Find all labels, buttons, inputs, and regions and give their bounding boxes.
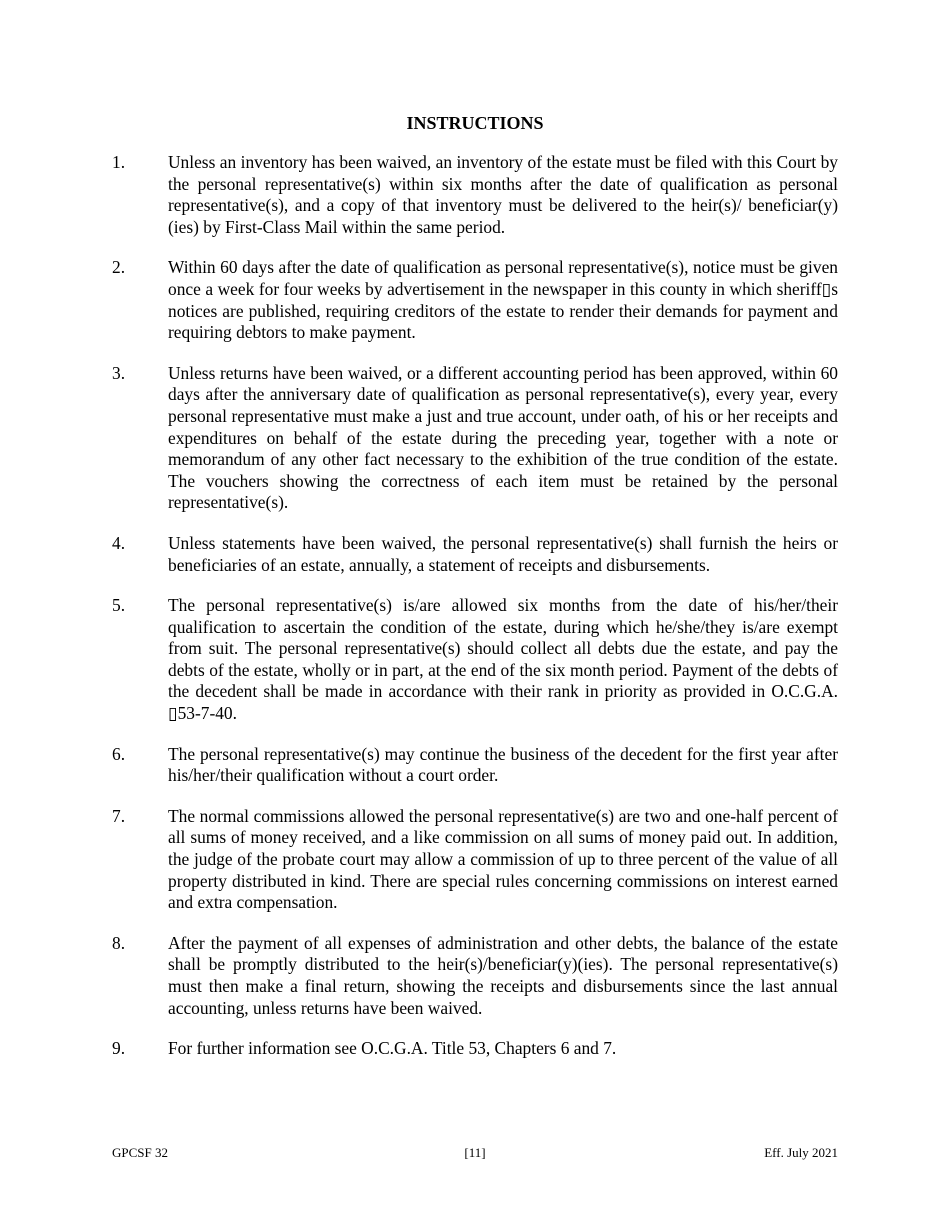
item-text: After the payment of all expenses of administration and other debts, the balance of the estate shall be promptly distributed to the heir(s)/beneficiar(y)(ies). The personal representative(s) must then make a final return, showing the receipts and disbursements since the last annual accounting, unless returns have been waived. <box>168 932 838 1018</box>
item-text: Within 60 days after the date of qualification as personal representative(s), notice must be given once a week for four weeks by advertisement in the newspaper in this county in which sheriff▯s notices are published, requiring creditors of the estate to render their demands for payment and requiring debtors to make payment. <box>168 257 838 343</box>
list-item <box>112 152 838 238</box>
item-text: The normal commissions allowed the personal representative(s) are two and one-half percent of all sums of money received, and a like commission on all sums of money paid out. In addition, the judge of the probate court may allow a commission of up to three percent of the value of all property distributed in kind. There are special rules concerning commissions on interest earned and extra compensation. <box>168 805 838 913</box>
list-item <box>112 744 838 787</box>
item-number: 3. <box>112 362 126 383</box>
item-text: For further information see O.C.G.A. Title 53, Chapters 6 and 7. <box>168 1038 617 1059</box>
item-number: 2. <box>112 257 126 278</box>
list-item <box>112 533 838 576</box>
instructions-list <box>112 152 838 1079</box>
item-number: 8. <box>112 932 126 953</box>
item-number: 9. <box>112 1038 126 1059</box>
page-number: [11] <box>464 1145 486 1160</box>
list-item <box>112 806 838 914</box>
item-number: 1. <box>112 152 126 172</box>
item-text: The personal representative(s) is/are allowed six months from the date of his/her/their qualification to ascertain the condition of the estate, during which he/she/they is/are exempt from suit. The personal representative(s) should collect all debts due the estate, and pay the debts of the estate, wholly or in part, at the end of the six month period. Payment of the debts of the decedent shall be made in accordance with their rank in priority as provided in O.C.G.A. ▯53-7-40. <box>168 595 838 724</box>
item-text: The personal representative(s) may continue the business of the decedent for the first year after his/her/their qualification without a court order. <box>168 743 838 786</box>
list-item <box>112 363 838 514</box>
page-footer <box>112 1145 838 1163</box>
item-text: Unless returns have been waived, or a different accounting period has been approved, within 60 days after the anniversary date of qualification as personal representative(s), every year, every personal representative must make a just and true account, under oath, of his or her receipts and expenditures on behalf of the estate during the preceding year, together with a note or memorandum of any other fact necessary to the exhibition of the true condition of the estate. The vouchers showing the correctness of each item must be retained by the personal representative(s). <box>168 362 838 513</box>
list-item <box>112 257 838 343</box>
item-number: 6. <box>112 743 126 764</box>
item-number: 5. <box>112 595 126 616</box>
item-number: 7. <box>112 805 126 826</box>
item-text: Unless statements have been waived, the personal representative(s) shall furnish the heirs or beneficiaries of an estate, annually, a statement of receipts and disbursements. <box>168 532 838 575</box>
list-item <box>112 933 838 1019</box>
list-item <box>112 595 838 725</box>
list-item <box>112 1038 838 1060</box>
effective-date: Eff. July 2021 <box>764 1145 838 1160</box>
item-number: 4. <box>112 532 126 553</box>
item-text: Unless an inventory has been waived, an inventory of the estate must be filed with this Court by the personal representative(s) within six months after the date of qualification as personal representative(s), and a copy of that inventory must be delivered to the heir(s)/ beneficiar(y)(ies) by First-Class Mail within the same period. <box>168 152 838 237</box>
page-title: INSTRUCTIONS <box>406 113 544 133</box>
form-id: GPCSF 32 <box>112 1145 168 1160</box>
